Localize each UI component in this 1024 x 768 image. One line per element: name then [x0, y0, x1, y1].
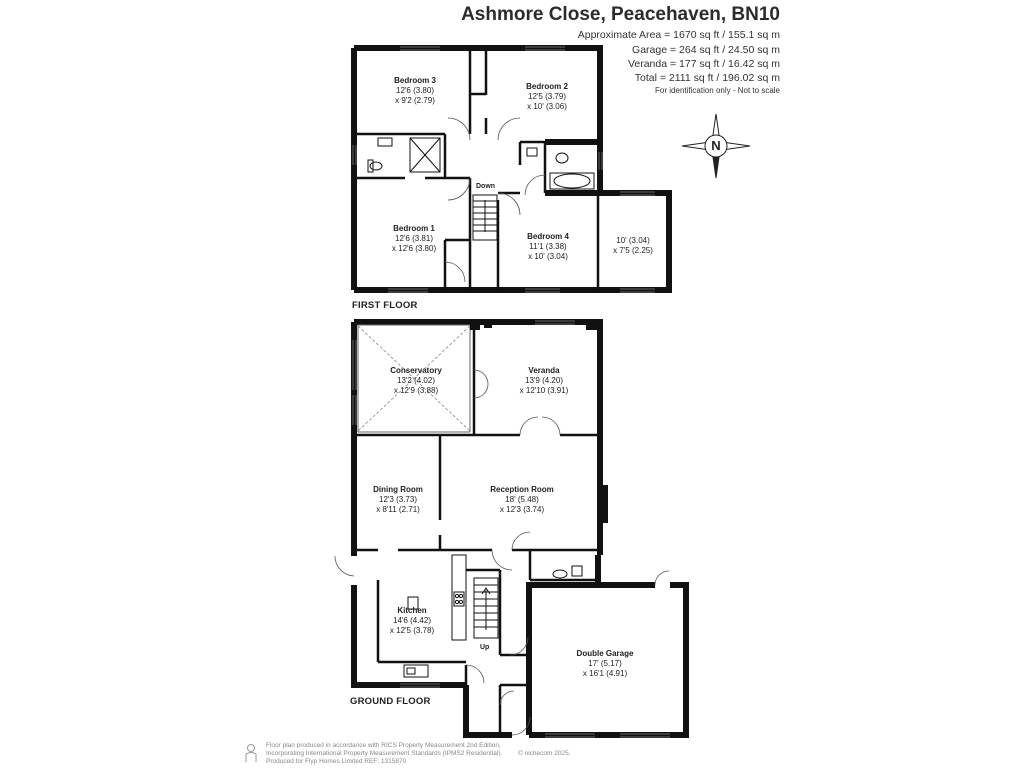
room-label-dining-room: Dining Room 12'3 (3.73) x 8'11 (2.71) — [373, 485, 423, 514]
rics-logo-icon — [243, 743, 259, 763]
first-floor-label: FIRST FLOOR — [352, 300, 418, 311]
area-total: Total = 2111 sq ft / 196.02 sq m — [634, 72, 780, 84]
plan-title: Ashmore Close, Peacehaven, BN10 — [461, 4, 780, 25]
area-veranda: Veranda = 177 sq ft / 16.42 sq m — [627, 58, 780, 70]
area-approximate: Approximate Area = 1670 sq ft / 155.1 sq m — [577, 29, 780, 41]
ground-floor-label: GROUND FLOOR — [350, 696, 431, 707]
room-label-conservatory: Conservatory 13'2 (4.02) x 12'9 (3.88) — [390, 366, 442, 395]
stairs-up-label: Up — [480, 644, 490, 651]
footer-copyright: © nichecom 2025. — [518, 750, 571, 757]
ground-floor-stairs — [474, 578, 498, 638]
scale-disclaimer: For identification only - Not to scale — [655, 86, 780, 95]
footer-text: Floor plan produced in accordance with RICS Property Measurement 2nd Edition, Incorporating International Property Measurement Standards (IPMS2 Residential). Produced for Flyp Homes Limited REF: 1315870 — [266, 742, 503, 765]
compass-letter: N — [711, 138, 721, 153]
room-label-kitchen: Kitchen 14'6 (4.42) x 12'5 (3.78) — [389, 606, 435, 635]
room-label-bedroom-3: Bedroom 3 12'6 (3.80) x 9'2 (2.79) — [394, 76, 436, 105]
room-label-reception-room: Reception Room 18' (5.48) x 12'3 (3.74) — [490, 485, 554, 514]
area-garage: Garage = 264 sq ft / 24.50 sq m — [632, 44, 780, 56]
room-label-double-garage: Double Garage 17' (5.17) x 16'1 (4.91) — [576, 649, 634, 678]
room-label-bedroom-4: Bedroom 4 11'1 (3.38) x 10' (3.04) — [527, 232, 569, 261]
stairs-down-label: Down — [476, 183, 496, 190]
first-floor-stairs — [473, 195, 497, 240]
room-label-bedroom-1: Bedroom 1 12'6 (3.81) x 12'6 (3.80) — [391, 224, 437, 253]
room-label-bedroom-2: Bedroom 2 12'5 (3.79) x 10' (3.06) — [526, 82, 568, 111]
room-label-side-room: 10' (3.04) x 7'5 (2.25) — [613, 236, 653, 255]
room-label-veranda: Veranda 13'9 (4.20) x 12'10 (3.91) — [519, 366, 569, 395]
